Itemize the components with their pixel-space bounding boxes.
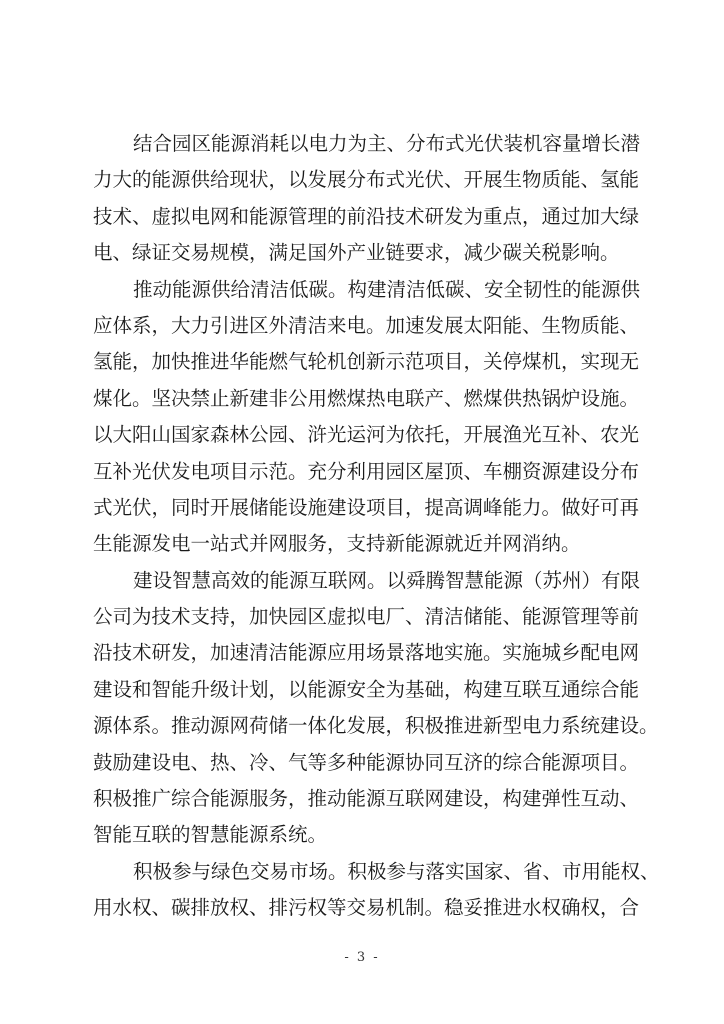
paragraph-line: 沿技术研发，加速清洁能源应用场景落地实施。实施城乡配电网	[93, 641, 640, 665]
paragraph-line: 公司为技术支持，加快园区虚拟电厂、清洁储能、能源管理等前	[93, 605, 640, 629]
paragraph-line: 用水权、碳排放权、排污权等交易机制。稳妥推进水权确权，合	[93, 896, 640, 920]
paragraph-line: 以大阳山国家森林公园、浒光运河为依托，开展渔光互补、农光	[93, 423, 640, 447]
paragraph-line: 力大的能源供给现状，以发展分布式光伏、开展生物质能、氢能	[93, 168, 640, 192]
paragraph-line: 源体系。推动源网荷储一体化发展，积极推进新型电力系统建设。	[93, 714, 659, 738]
paragraph-line: 建设和智能升级计划，以能源安全为基础，构建互联互通综合能	[93, 677, 640, 701]
paragraph-line: 生能源发电一站式并网服务，支持新能源就近并网消纳。	[93, 532, 581, 556]
paragraph-line: 氢能，加快推进华能燃气轮机创新示范项目，关停煤机，实现无	[93, 350, 640, 374]
body-text	[93, 126, 660, 927]
paragraph-line: 鼓励建设电、热、冷、气等多种能源协同互济的综合能源项目。	[93, 750, 640, 774]
paragraph-line: 建设智慧高效的能源互联网。以舜腾智慧能源（苏州）有限	[133, 568, 641, 592]
paragraph-line: 煤化。坚决禁止新建非公用燃煤热电联产、燃煤供热锅炉设施。	[93, 386, 640, 410]
page-number: - 3 -	[344, 950, 380, 965]
paragraph-line: 推动能源供给清洁低碳。构建清洁低碳、安全韧性的能源供	[133, 277, 641, 301]
paragraph-line: 应体系，大力引进区外清洁来电。加速发展太阳能、生物质能、	[93, 313, 640, 337]
paragraph-line: 式光伏，同时开展储能设施建设项目，提高调峰能力。做好可再	[93, 495, 640, 519]
paragraph-line: 智能互联的智慧能源系统。	[93, 823, 328, 847]
paragraph-line: 积极参与绿色交易市场。积极参与落实国家、省、市用能权、	[133, 859, 660, 883]
paragraph-line: 结合园区能源消耗以电力为主、分布式光伏装机容量增长潜	[133, 132, 641, 155]
paragraph-line: 互补光伏发电项目示范。充分利用园区屋顶、车棚资源建设分布	[93, 459, 640, 483]
paragraph-line: 技术、虚拟电网和能源管理的前沿技术研发为重点，通过加大绿	[93, 204, 640, 228]
paragraph-line: 积极推广综合能源服务，推动能源互联网建设，构建弹性互动、	[93, 787, 640, 811]
paragraph-line: 电、绿证交易规模，满足国外产业链要求，减少碳关税影响。	[93, 241, 620, 265]
